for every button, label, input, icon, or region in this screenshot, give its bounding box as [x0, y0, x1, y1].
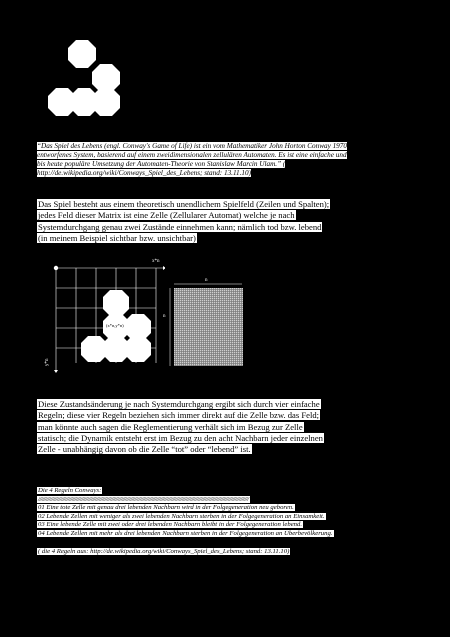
paragraph-intro-text: Das Spiel besteht aus einem theoretisch unendlichem Spielfeld (Zeilen und Spalten); jedes Feld dieser Matrix ist eine Zelle (Zellularer Automat) welche je nach Systemdurchgang genau zwei Zustände einnehmen kann; nämlich tod bzw. lebend (in meinem Beispiel sichtbar bzw. unsichtbar) — [38, 199, 330, 243]
rule-item: 03 Eine lebende Zelle mit zwei oder drei lebenden Nachbarn bleibt in der Folgegeneration lebend. — [38, 521, 303, 529]
paragraph-rules-intro-text: Diese Zustandsänderung je nach Systemdurchgang ergibt sich durch vier einfache Regeln; diese vier Regeln beziehen sich immer direkt auf die Zelle bzw. das Feld; man könnte auch sagen die Reglementierung verhält sich im Bezug zur Zelle statisch; die Dynamik entsteht erst im Bezug zu den acht Nachbarn jeder einzelnen Zelle - unabhängig davon ob die Zelle “tot” oder “lebend” ist. — [38, 399, 323, 455]
cell-grid-diagram — [30, 258, 165, 373]
rule-item: 02 Lebende Zellen mit weniger als zwei lebenden Nachbarn sterben in der Folgegeneration an Einsamkeit. — [38, 512, 325, 520]
rules-separator: /////////////////////////////////////////////////////////////////////////////////////////////////////////////////////////////////////////////////////////// — [38, 495, 249, 503]
intro-quote — [37, 142, 353, 178]
matrix-n-side-label: n — [163, 314, 166, 319]
rules-heading: Die 4 Regeln Conways: — [38, 487, 102, 494]
logo-glider-icon — [46, 38, 126, 122]
paragraph-rules-intro — [37, 399, 327, 455]
logo-caption: conway's game of life — [56, 115, 98, 120]
paragraph-intro — [37, 199, 333, 244]
matrix-pattern — [166, 278, 246, 368]
cell-coordinate-label: (x*n,y*n) — [106, 323, 124, 328]
intro-quote-text: “Das Spiel des Lebens (engl. Conway's Game of Life) ist ein vom Mathematiker John Horton Conway 1970 entworfenes System, basierend auf einem zweidimensionalen zellulären Automaten. Es ist eine einfache und bis heute populäre Umsetzung der Automaten-Theorie von Stanislaw Marcin Ulam.” ( http://de.wikipedia.org/wiki/Conways_Spiel_des_Lebens; stand: 13.11.10) — [37, 142, 347, 177]
rules-section — [37, 487, 377, 556]
x-axis-label: x*n — [152, 259, 160, 264]
rule-item: 04 Lebende Zellen mit mehr als drei lebenden Nachbarn sterben in der Folgegeneration an Überbevölkerung. — [38, 529, 333, 537]
y-axis-label: y*n — [45, 358, 50, 366]
rule-item: 01 Eine tote Zelle mit genau drei lebenden Nachbarn wird in der Folgegeneration neu geboren. — [38, 504, 294, 512]
rules-source: ( die 4 Regeln aus: http://de.wikipedia.org/wiki/Conways_Spiel_des_Lebens; stand: 13.11.10) — [38, 547, 290, 555]
matrix-n-top-label: n — [205, 278, 208, 283]
